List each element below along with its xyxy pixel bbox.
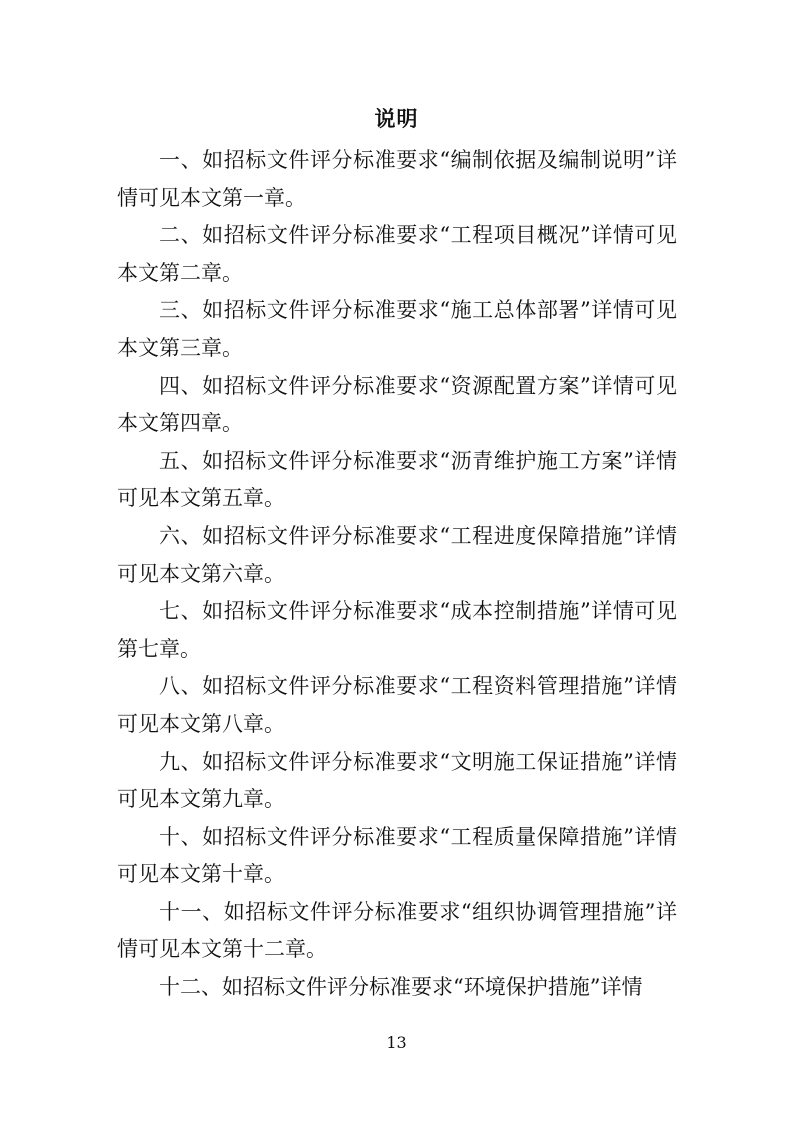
document-body (117, 142, 677, 1007)
paragraph-4: 四、如招标文件评分标准要求“资源配置方案”详情可见本文第四章。 (117, 373, 677, 436)
paragraph-1: 一、如招标文件评分标准要求“编制依据及编制说明”详情可见本文第一章。 (117, 148, 677, 210)
paragraph-6: 六、如招标文件评分标准要求“工程进度保障措施”详情可见本文第六章。 (117, 523, 677, 586)
paragraph-11: 十一、如招标文件评分标准要求“组织协调管理措施”详情可见本文第十二章。 (117, 899, 677, 962)
page-title: 说明 (374, 106, 419, 131)
paragraph-2: 二、如招标文件评分标准要求“工程项目概况”详情可见本文第二章。 (117, 223, 677, 285)
paragraph-3: 三、如招标文件评分标准要求“施工总体部署”详情可见本文第三章。 (117, 298, 677, 360)
paragraph-12: 十二、如招标文件评分标准要求“环境保护措施”详情 (159, 975, 643, 1000)
page-number: 13 (386, 1033, 407, 1052)
paragraph-10: 十、如招标文件评分标准要求“工程质量保障措施”详情可见本文第十章。 (117, 824, 677, 887)
paragraph-8: 八、如招标文件评分标准要求“工程资料管理措施”详情可见本文第八章。 (117, 674, 677, 736)
paragraph-5: 五、如招标文件评分标准要求“沥青维护施工方案”详情可见本文第五章。 (117, 448, 677, 511)
paragraph-7: 七、如招标文件评分标准要求“成本控制措施”详情可见第七章。 (117, 599, 677, 661)
paragraph-9: 九、如招标文件评分标准要求“文明施工保证措施”详情可见本文第九章。 (117, 749, 677, 812)
